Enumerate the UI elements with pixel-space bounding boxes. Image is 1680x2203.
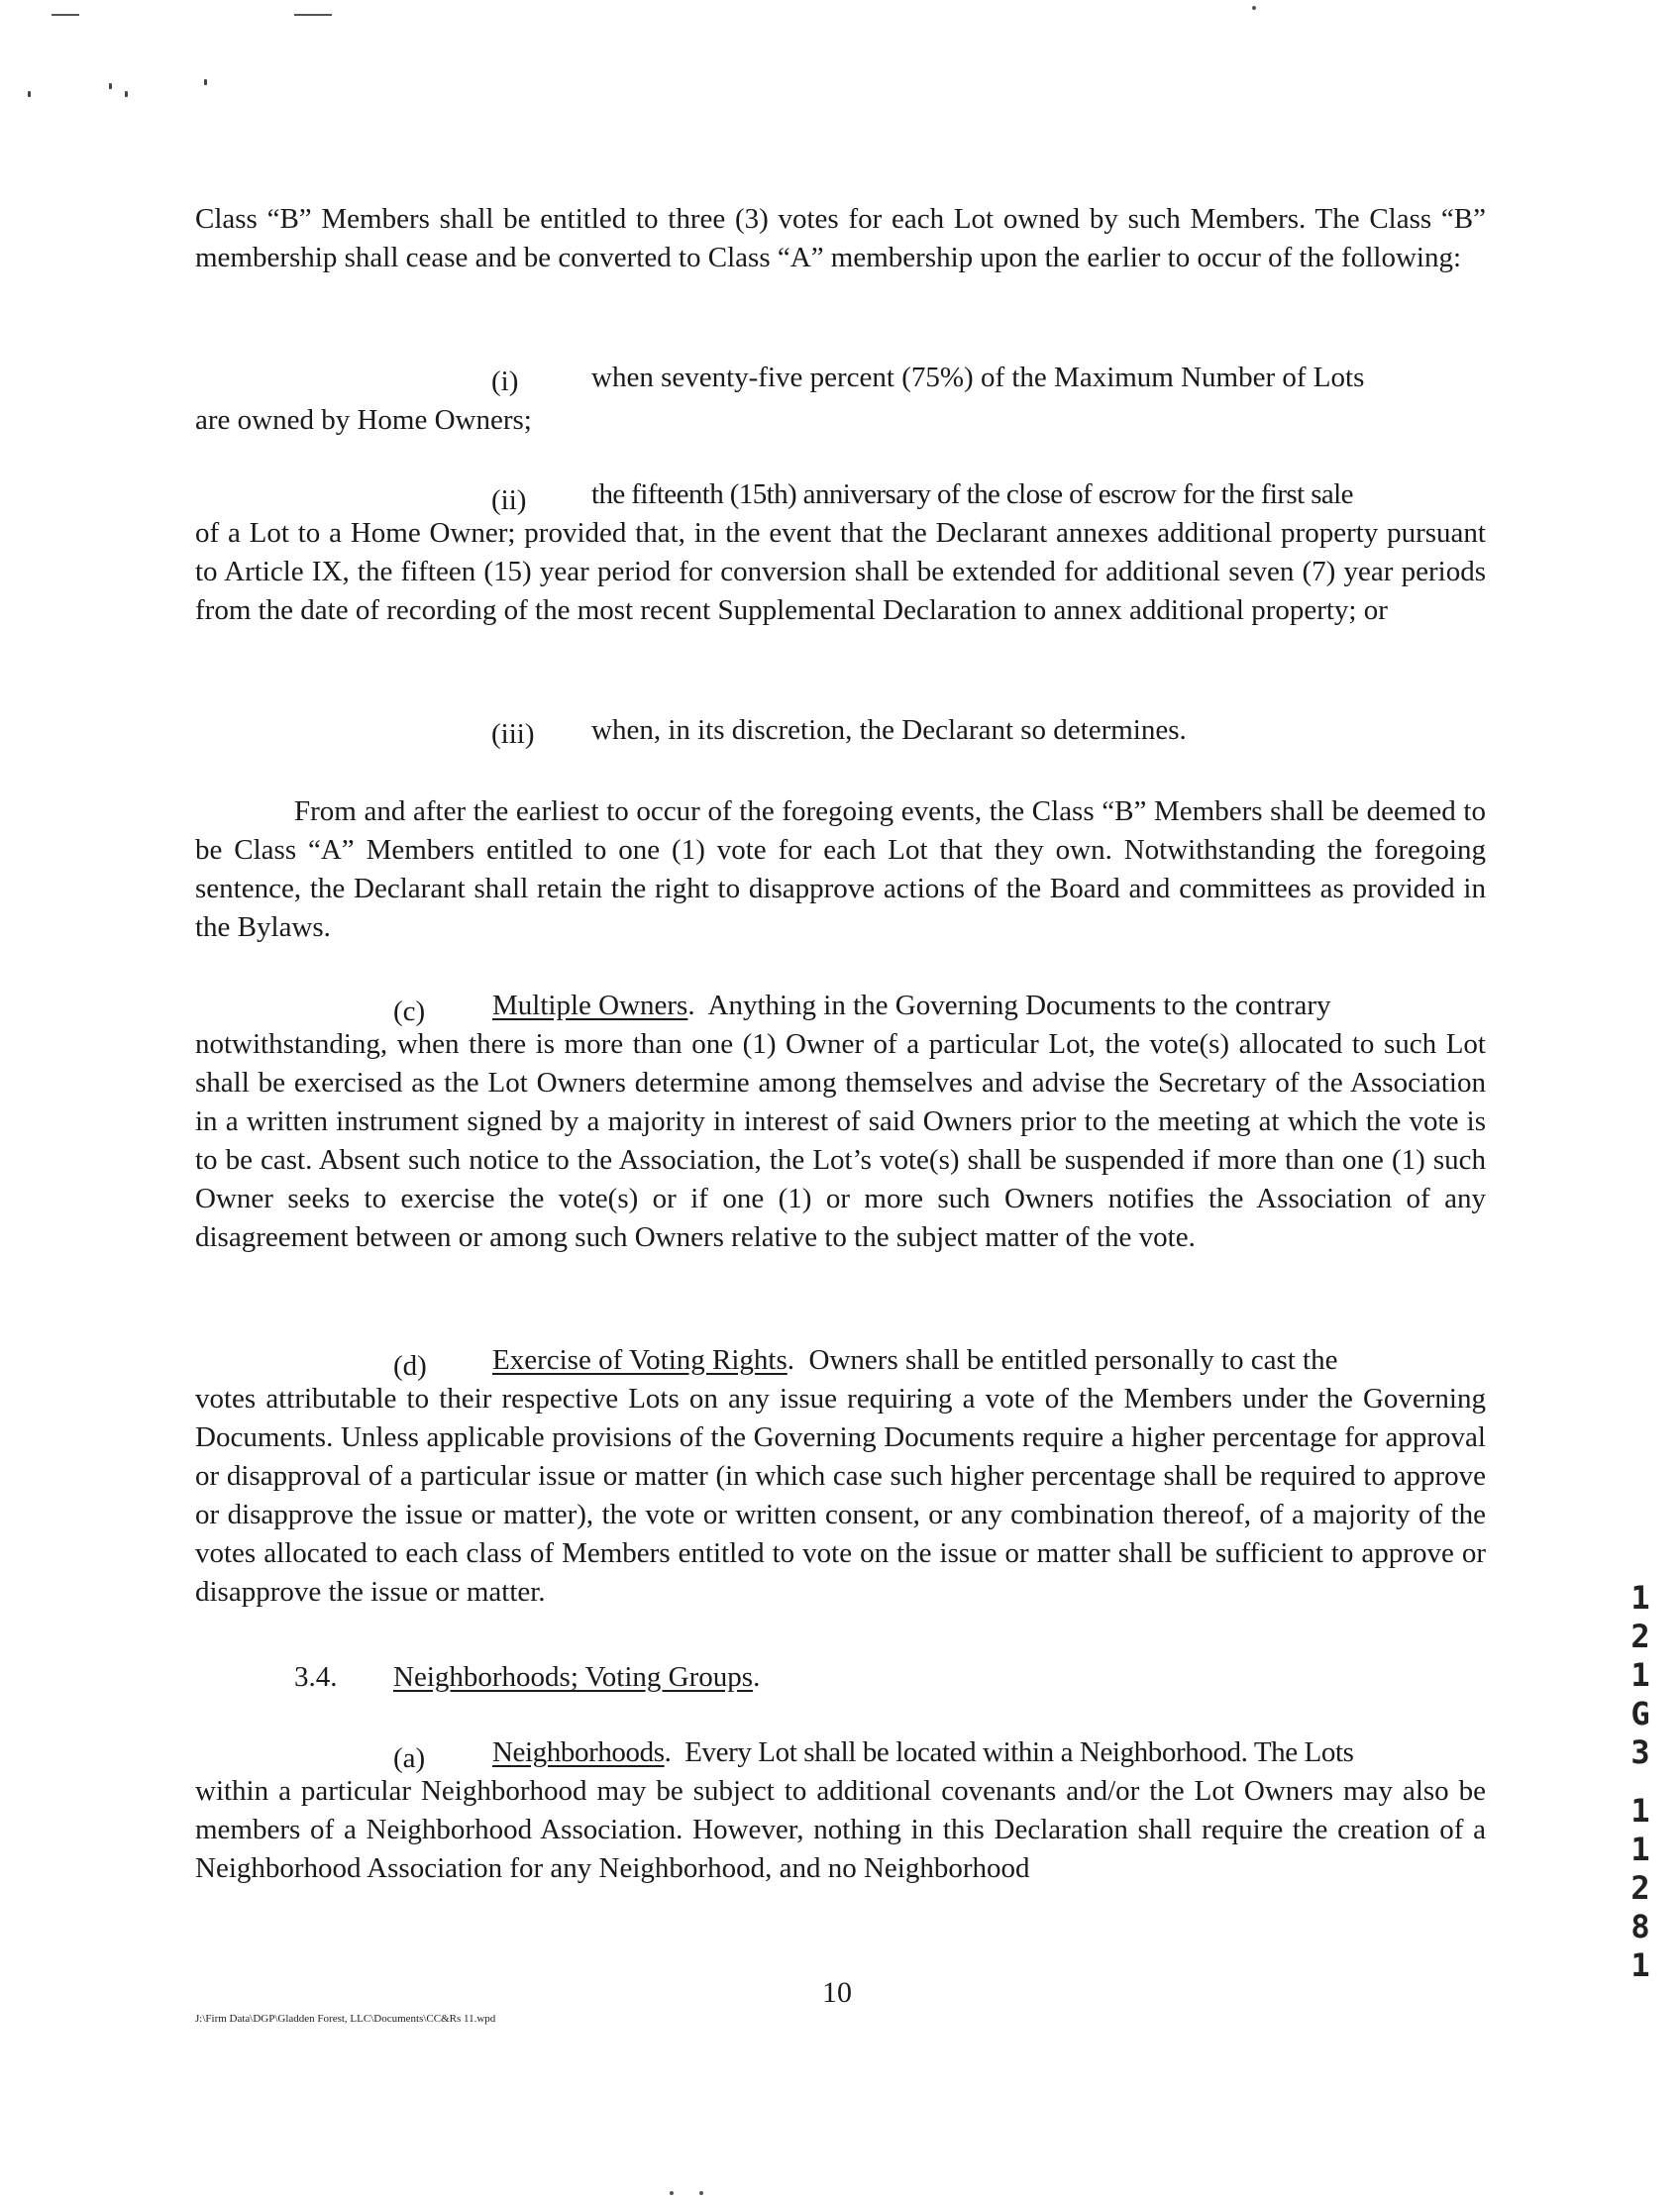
footer-file-path: J:\Firm Data\DGP\Gladden Forest, LLC\Documents\CC&Rs 11.wpd xyxy=(195,2013,496,2025)
scan-dot xyxy=(699,2191,703,2195)
section-heading-line: Neighborhoods; Voting Groups. xyxy=(393,1661,761,1693)
a-heading: Neighborhoods xyxy=(492,1736,665,1768)
para-class-b-intro: Class “B” Members shall be entitled to three (3) votes for each Lot owned by such Members. The Class “B” membership shall cease and be converted to Class “A” membership upon the earlier to occur of the following: xyxy=(195,203,1486,273)
c-label: (c) xyxy=(393,996,426,1027)
side-stamp-gap xyxy=(1621,1772,1660,1792)
side-stamp-digit: 3 xyxy=(1630,1733,1650,1771)
c-first-line: Multiple Owners. Anything in the Governing Documents to the contrary xyxy=(492,990,1331,1021)
d-first-line: Exercise of Voting Rights. Owners shall be entitled personally to cast the xyxy=(492,1344,1338,1376)
side-stamp-digit: 1 xyxy=(1630,1656,1650,1694)
item-ii-label: (ii) xyxy=(491,484,527,516)
item-ii-rest: of a Lot to a Home Owner; provided that, in the event that the Declarant annexes additional property pursuant to Article IX, the fifteen (15) year period for conversion shall be extended for additional seven (7) year periods from the date of recording of the most recent Supplemental Declaration to annex additional property; or xyxy=(195,517,1486,626)
item-ii-first-line: the fifteenth (15th) anniversary of the close of escrow for the first sale xyxy=(591,478,1353,510)
d-rest: votes attributable to their respective Lots on any issue requiring a vote of the Members under the Governing Documents. Unless applicable provisions of the Governing Documents require a higher percentage for approval or disapproval of a particular issue or matter (in which case such higher percentage shall be required to approve or disapprove the issue or matter), the vote or written consent, or any combination thereof, of a majority of the votes allocated to each class of Members entitled to vote on the issue or matter shall be sufficient to approve or disapprove the issue or matter. xyxy=(195,1383,1486,1608)
side-stamp-digit: 8 xyxy=(1630,1908,1650,1945)
scan-speck xyxy=(28,91,31,97)
item-iii-label: (iii) xyxy=(491,718,535,750)
item-i-first-line: when seventy-five percent (75%) of the Maximum Number of Lots xyxy=(591,362,1365,393)
side-stamp-digit: 1 xyxy=(1630,1831,1650,1868)
scan-speck xyxy=(109,83,112,89)
a-first-line: Neighborhoods. Every Lot shall be located within a Neighborhood. The Lots xyxy=(492,1736,1354,1768)
side-stamp-digit: 2 xyxy=(1630,1869,1650,1907)
side-stamp-digit: 1 xyxy=(1630,1946,1650,1984)
side-stamp xyxy=(1621,1579,1660,1985)
side-stamp-digit: 1 xyxy=(1630,1792,1650,1830)
a-label: (a) xyxy=(393,1742,426,1774)
c-rest: notwithstanding, when there is more than one (1) Owner of a particular Lot, the vote(s) allocated to such Lot shall be exercised as the Lot Owners determine among themselves and advise the Secretary of the Association in a written instrument signed by a majority in interest of said Owners prior to the meeting at which the vote is to be cast. Absent such notice to the Association, the Lot’s vote(s) shall be suspended if more than one (1) such Owner seeks to exercise the vote(s) or if one (1) or more such Owners notifies the Association of any disagreement between or among such Owners relative to the subject matter of the vote. xyxy=(195,1028,1486,1253)
c-first-text: Anything in the Governing Documents to the contrary xyxy=(707,990,1331,1021)
side-stamp-digit: 1 xyxy=(1630,1579,1650,1617)
para-from-and-after: From and after the earliest to occur of the foregoing events, the Class “B” Members shall be deemed to be Class “A” Members entitled to one (1) vote for each Lot that they own. Notwithstanding the foregoing sentence, the Declarant shall retain the right to disapprove actions of the Board and committees as provided in the Bylaws. xyxy=(195,795,1486,943)
scan-dot xyxy=(670,2191,674,2195)
scan-speck xyxy=(204,79,207,85)
a-first-text: Every Lot shall be located within a Neighborhood. The Lots xyxy=(684,1736,1354,1768)
scan-mark xyxy=(294,14,332,16)
scan-dot xyxy=(1252,6,1256,10)
d-label: (d) xyxy=(393,1350,427,1382)
item-i-rest: are owned by Home Owners; xyxy=(195,404,532,436)
side-stamp-digit: G xyxy=(1630,1695,1650,1732)
section-number: 3.4. xyxy=(294,1661,338,1693)
scan-mark xyxy=(52,14,79,16)
item-iii-text: when, in its discretion, the Declarant so determines. xyxy=(591,714,1187,746)
section-heading: Neighborhoods; Voting Groups xyxy=(393,1661,754,1693)
d-first-text: Owners shall be entitled personally to cast the xyxy=(808,1344,1338,1376)
a-rest: within a particular Neighborhood may be subject to additional covenants and/or the Lot Owners may also be members of a Neighborhood Association. However, nothing in this Declaration shall require the creation of a Neighborhood Association for any Neighborhood, and no Neighborhood xyxy=(195,1775,1486,1884)
side-stamp-digit: 2 xyxy=(1630,1618,1650,1655)
page-number: 10 xyxy=(822,1976,852,2009)
c-heading: Multiple Owners xyxy=(492,990,688,1021)
item-i-label: (i) xyxy=(491,366,519,397)
scan-speck xyxy=(125,91,128,97)
d-heading: Exercise of Voting Rights xyxy=(492,1344,788,1376)
